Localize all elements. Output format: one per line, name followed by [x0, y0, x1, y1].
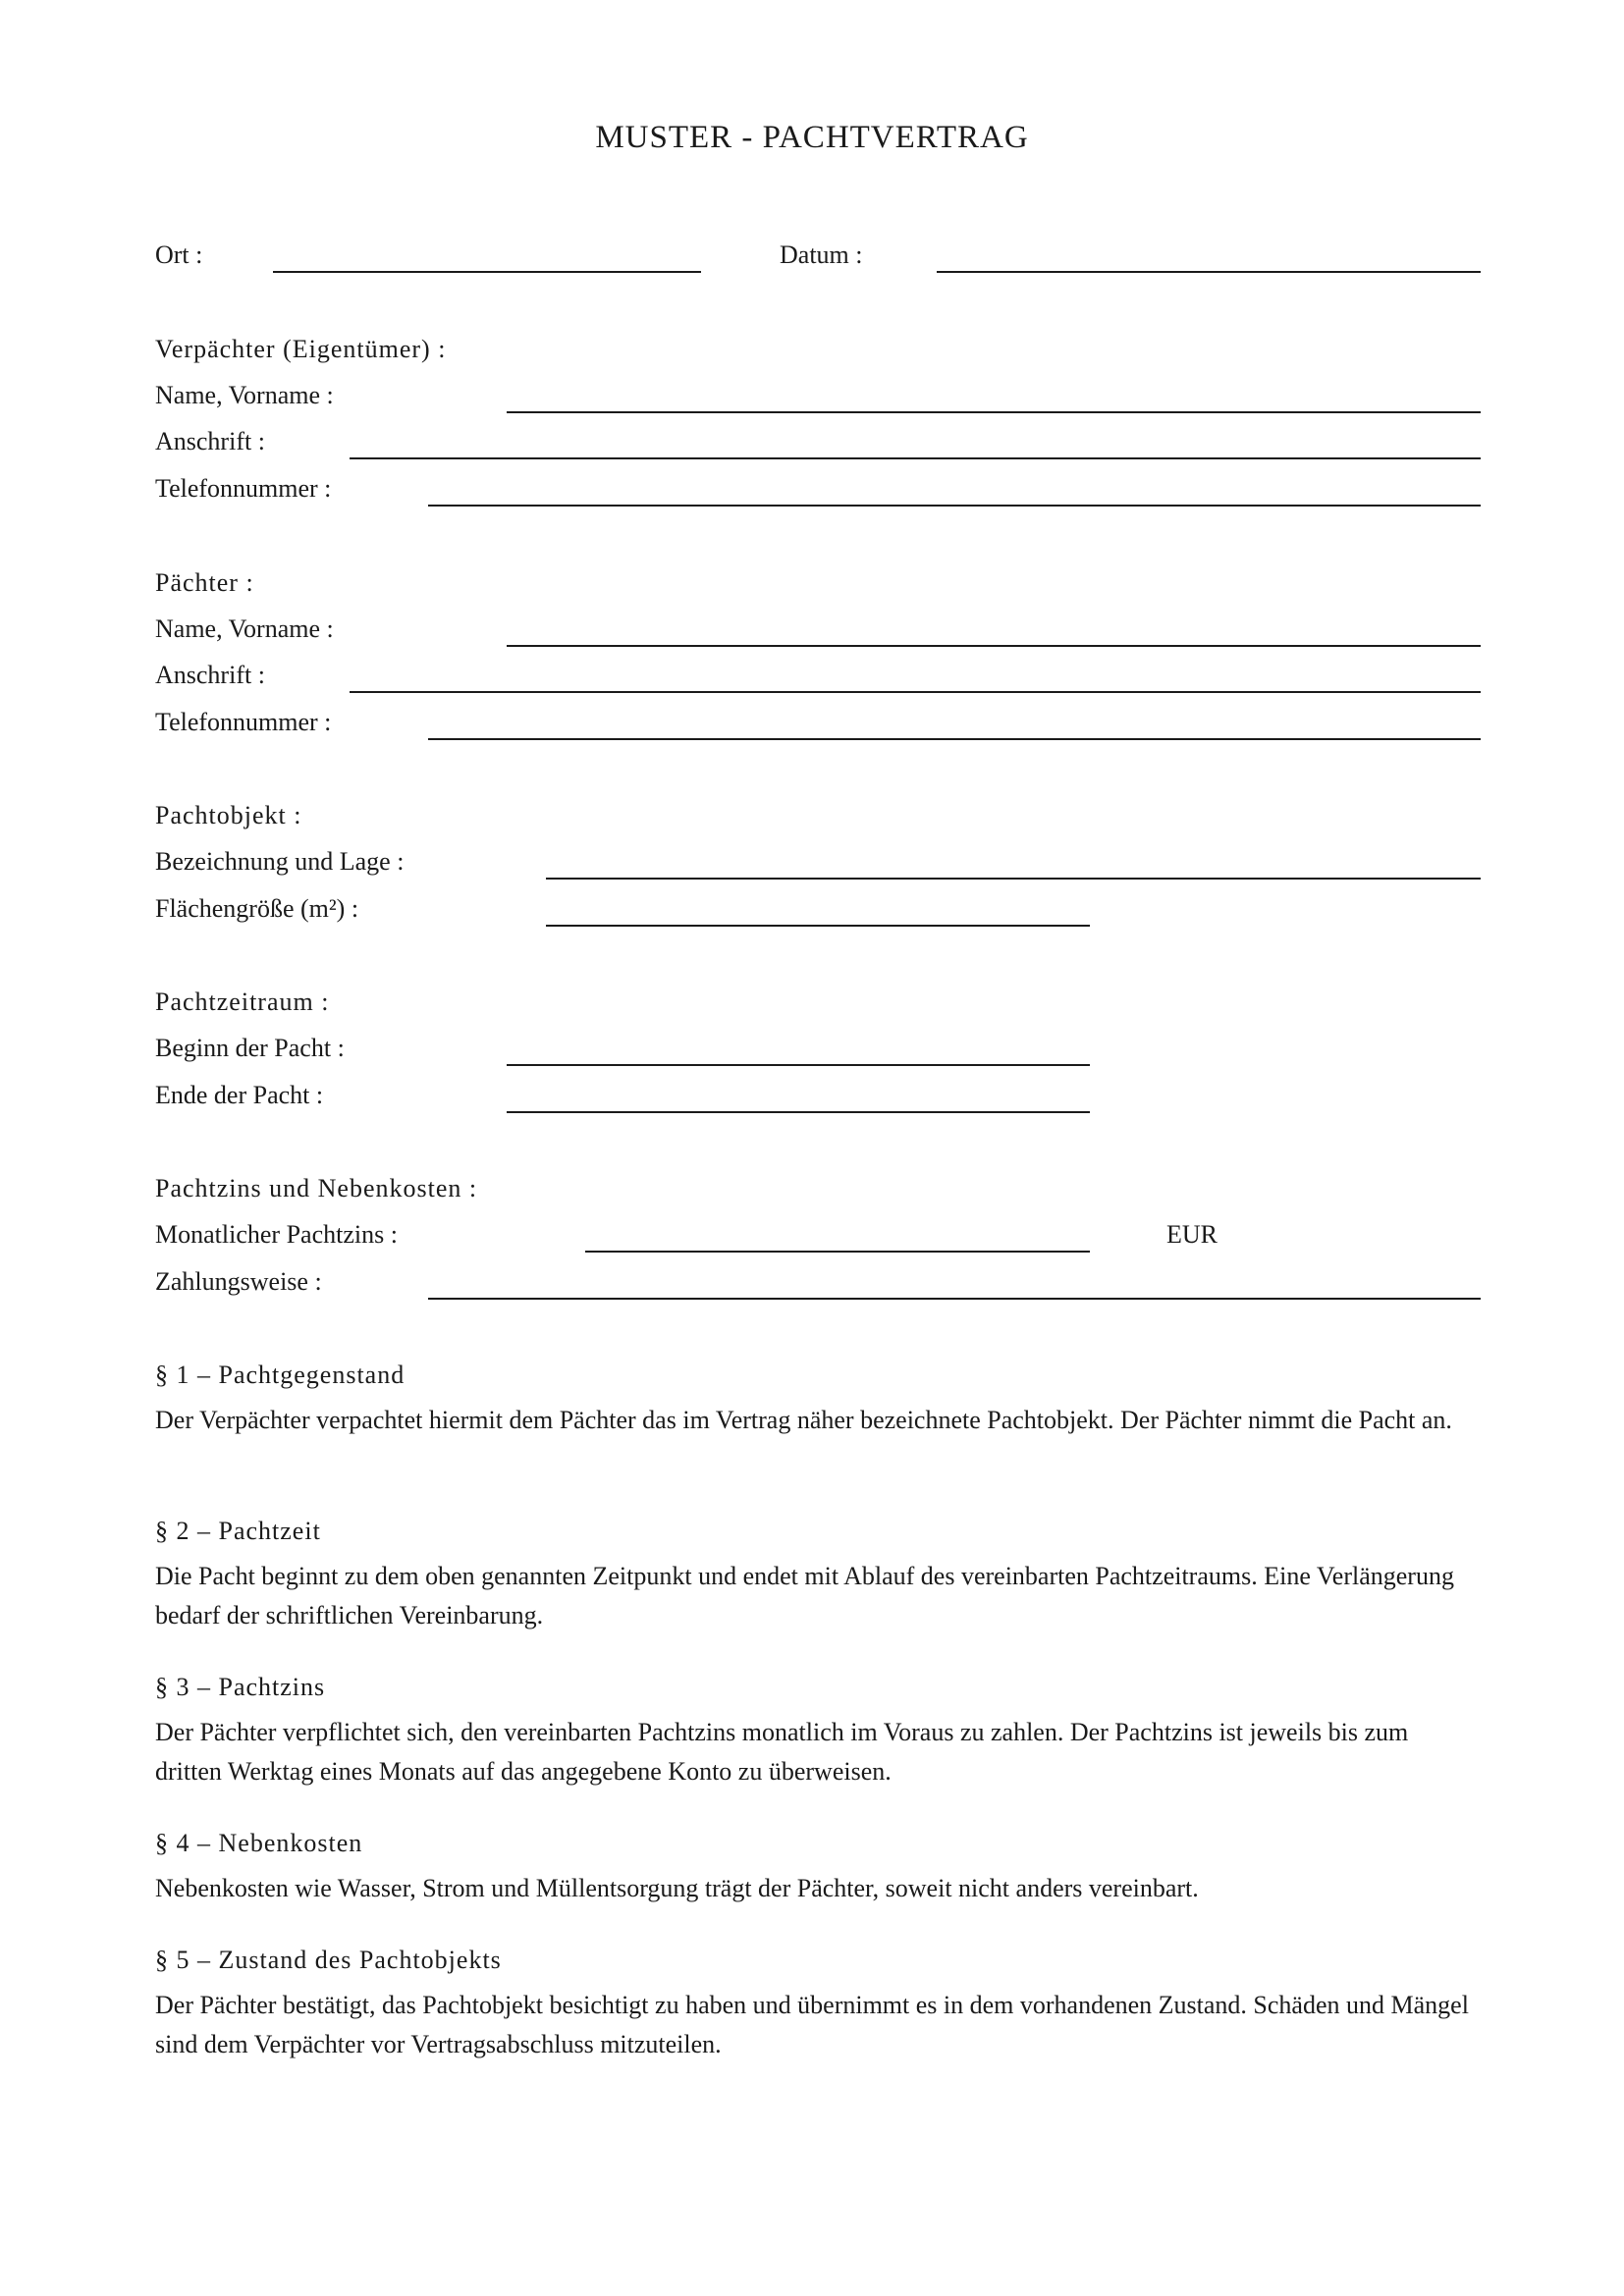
rent-payment-label: Zahlungsweise : — [155, 1267, 322, 1296]
rent-heading: Pachtzins und Nebenkosten : — [155, 1174, 478, 1202]
object-area-input[interactable] — [546, 895, 1090, 925]
lessor-address-underline — [350, 457, 1481, 459]
lessee-name-input[interactable] — [507, 615, 1481, 645]
section-5-heading: § 5 – Zustand des Pachtobjekts — [155, 1946, 502, 1974]
object-area-underline — [546, 925, 1090, 927]
date-underline — [937, 271, 1481, 273]
lessee-phone-label: Telefonnummer : — [155, 708, 332, 736]
rent-monthly-underline — [585, 1251, 1090, 1253]
lessor-name-label: Name, Vorname : — [155, 381, 334, 409]
object-designation-underline — [546, 878, 1481, 880]
object-area-label: Flächengröße (m²) : — [155, 894, 359, 923]
rent-monthly-input[interactable] — [585, 1221, 1090, 1251]
object-designation-label: Bezeichnung und Lage : — [155, 847, 405, 876]
period-end-label: Ende der Pacht : — [155, 1081, 324, 1109]
document-title: MUSTER - PACHTVERTRAG — [595, 120, 1029, 155]
date-input[interactable] — [937, 241, 1481, 271]
section-2-text: Die Pacht beginnt zu dem oben genannten Zeitpunkt und endet mit Ablauf des vereinbarten Pachtzeitraums. Eine Verlängerung bedarf der schriftlichen Vereinbarung. — [155, 1562, 1454, 1629]
lessee-heading: Pächter : — [155, 568, 254, 597]
section-4-text: Nebenkosten wie Wasser, Strom und Müllentsorgung trägt der Pächter, soweit nicht anders vereinbart. — [155, 1874, 1199, 1902]
section-2-heading: § 2 – Pachtzeit — [155, 1517, 321, 1545]
rent-payment-input[interactable] — [428, 1268, 1481, 1298]
rent-currency: EUR — [1166, 1220, 1218, 1249]
lessor-name-input[interactable] — [507, 382, 1481, 411]
rent-payment-underline — [428, 1298, 1481, 1300]
lessee-address-label: Anschrift : — [155, 661, 265, 689]
object-designation-input[interactable] — [546, 848, 1481, 878]
lessee-address-underline — [350, 691, 1481, 693]
lessee-address-input[interactable] — [350, 662, 1481, 691]
lessor-heading: Verpächter (Eigentümer) : — [155, 335, 447, 363]
period-start-input[interactable] — [507, 1035, 1090, 1064]
lessor-address-input[interactable] — [350, 428, 1481, 457]
place-input[interactable] — [273, 241, 701, 271]
lessee-phone-underline — [428, 738, 1481, 740]
object-heading: Pachtobjekt : — [155, 801, 302, 829]
lessor-phone-input[interactable] — [428, 475, 1481, 505]
section-3-text: Der Pächter verpflichtet sich, den vereinbarten Pachtzins monatlich im Voraus zu zahlen. Der Pachtzins ist jeweils bis zum dritten Werktag eines Monats auf das angegebene Konto zu überweisen. — [155, 1718, 1409, 1786]
section-4-heading: § 4 – Nebenkosten — [155, 1829, 363, 1857]
place-label: Ort : — [155, 240, 203, 269]
period-start-label: Beginn der Pacht : — [155, 1034, 345, 1062]
lessor-phone-underline — [428, 505, 1481, 507]
period-start-underline — [507, 1064, 1090, 1066]
lessor-name-underline — [507, 411, 1481, 413]
lessor-phone-label: Telefonnummer : — [155, 474, 332, 503]
section-1-text: Der Verpächter verpachtet hiermit dem Pächter das im Vertrag näher bezeichnete Pachtobjekt. Der Pächter nimmt die Pacht an. — [155, 1406, 1452, 1434]
lessee-phone-input[interactable] — [428, 709, 1481, 738]
place-underline — [273, 271, 701, 273]
section-3-heading: § 3 – Pachtzins — [155, 1673, 326, 1701]
lessee-name-label: Name, Vorname : — [155, 614, 334, 643]
period-end-underline — [507, 1111, 1090, 1113]
lessee-name-underline — [507, 645, 1481, 647]
period-end-input[interactable] — [507, 1082, 1090, 1111]
section-5-text: Der Pächter bestätigt, das Pachtobjekt besichtigt zu haben und übernimmt es in dem vorhandenen Zustand. Schäden und Mängel sind dem Verpächter vor Vertragsabschluss mitzuteilen. — [155, 1991, 1469, 2058]
period-heading: Pachtzeitraum : — [155, 988, 330, 1016]
section-1-heading: § 1 – Pachtgegenstand — [155, 1361, 406, 1389]
rent-monthly-label: Monatlicher Pachtzins : — [155, 1220, 398, 1249]
date-label: Datum : — [780, 240, 863, 269]
lessor-address-label: Anschrift : — [155, 427, 265, 455]
